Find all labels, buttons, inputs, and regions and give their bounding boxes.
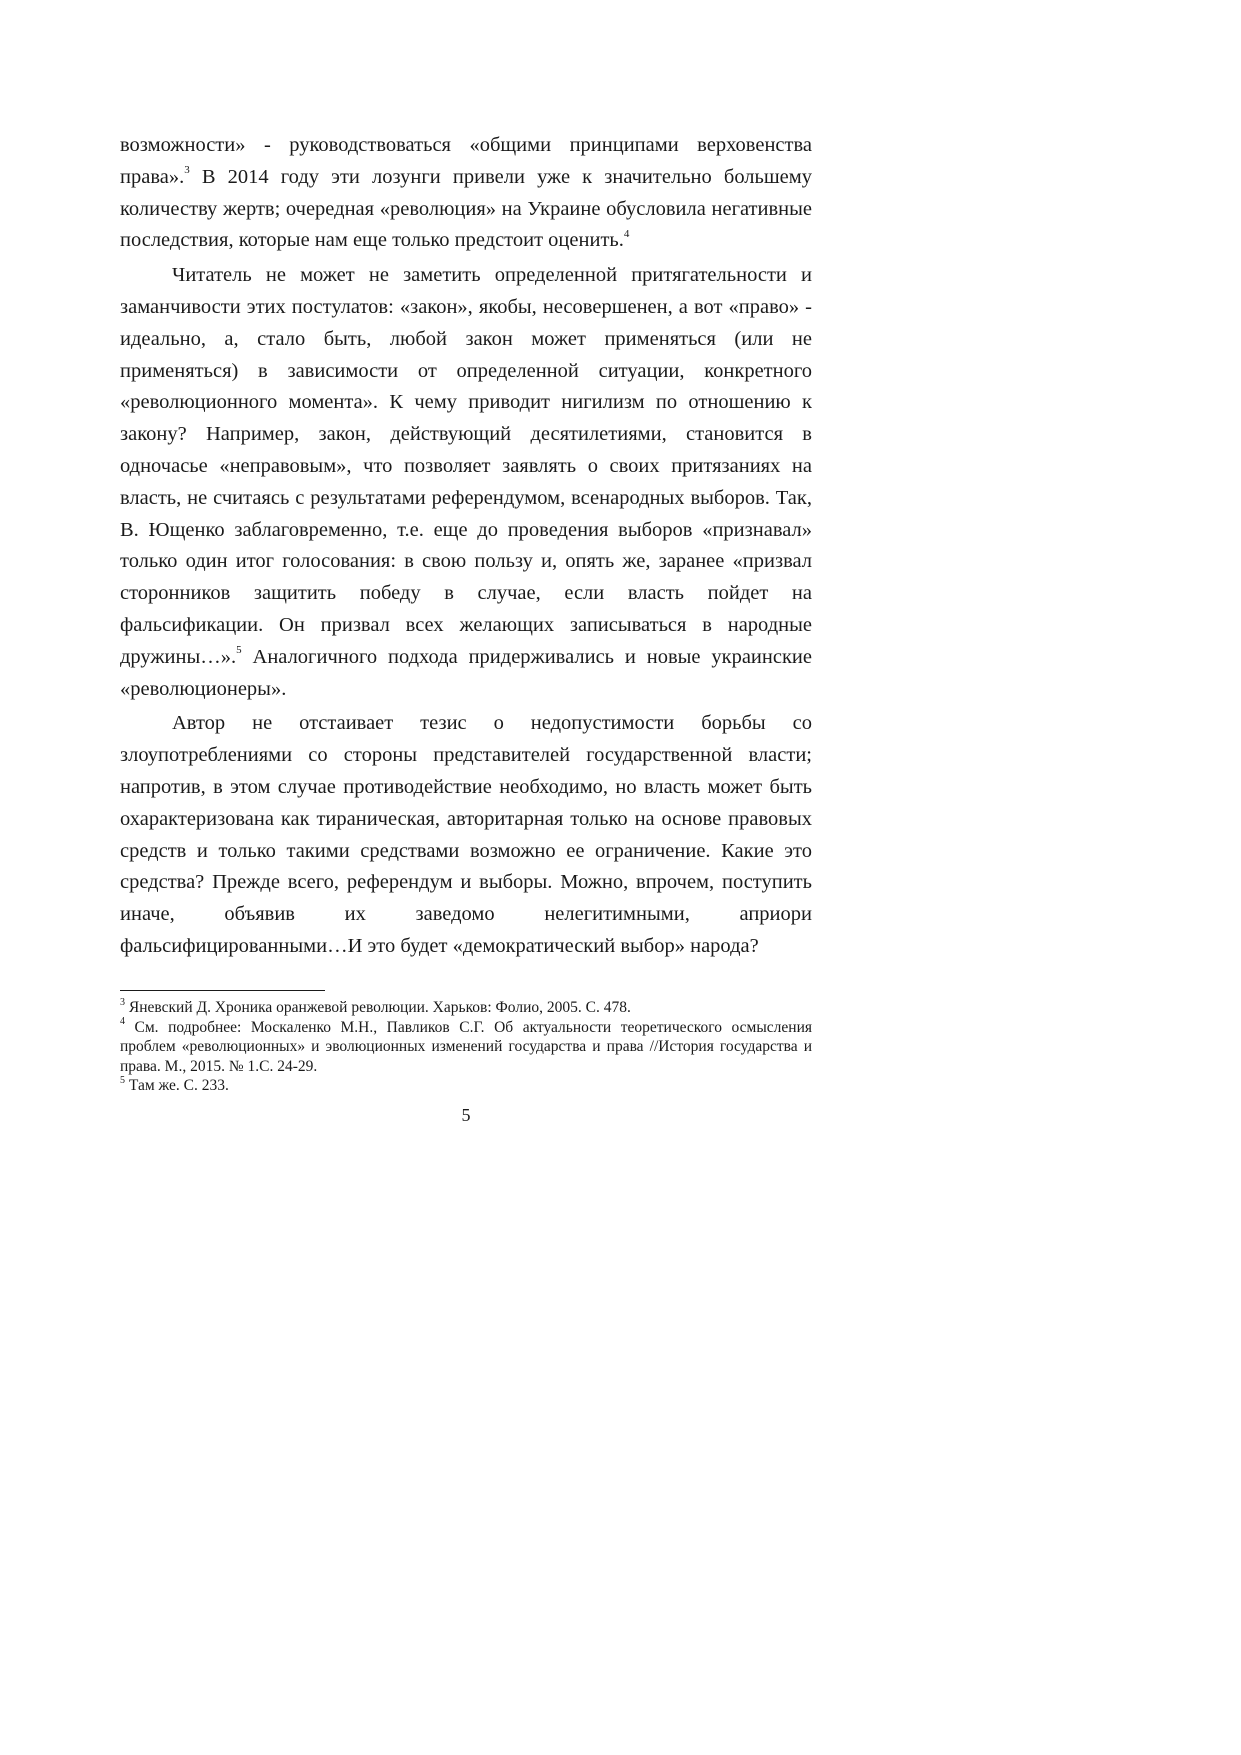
footnote-separator — [120, 990, 325, 991]
main-text — [120, 130, 812, 966]
paragraph-3 — [120, 708, 812, 962]
footnote-number: 4 — [120, 1016, 125, 1028]
paragraph-1-text-a: возможности» - руководствоваться «общими принципами верховенства права». — [120, 134, 812, 188]
footnote-text: Там же. С. 233. — [125, 1077, 229, 1094]
footnote-number: 5 — [120, 1074, 125, 1086]
footnote-ref-5[interactable]: 5 — [236, 643, 242, 656]
paragraph-2-text-b: Аналогичного подхода придерживались и новые украинские «революционеры». — [120, 645, 812, 700]
footnote-ref-3[interactable]: 3 — [184, 163, 190, 176]
footnote-3 — [120, 998, 812, 1018]
paragraph-1-text-b: В 2014 году эти лозунги привели уже к значительно большему количеству жертв; очередная «революция» на Украине обусловила негативные последствия, которые нам еще только предстоит оценить. — [120, 165, 812, 252]
footnote-number: 3 — [120, 996, 125, 1008]
footnote-5 — [120, 1076, 812, 1096]
paragraph-2-text-a: Читатель не может не заметить определенной притягательности и заманчивости этих постулатов: «закон», якобы, несовершенен, а вот «право» - идеально, а, стало быть, любой закон может применяться (или не применяться) в зависимости от определенной ситуации, конкретного «революционного момента». К чему приводит нигилизм по отношению к закону? Например, закон, действующий десятилетиями, становится в одночасье «неправовым», что позволяет заявлять о своих притязаниях на власть, не считаясь с результатами референдумом, всенародных выборов. Так, В. Ющенко заблаговременно, т.е. еще до проведения выборов «признавал» только один итог голосования: в свою пользу и, опять же, заранее «призвал сторонников защитить победу в случае, если власть пойдет на фальсификации. Он призвал всех желающих записываться в народные дружины…». — [120, 264, 812, 668]
paragraph-2 — [120, 260, 812, 705]
page-number: 5 — [461, 1105, 471, 1125]
footnotes — [120, 998, 812, 1096]
paragraph-3-text: Автор не отстаивает тезис о недопустимости борьбы со злоупотреблениями со стороны представителей государственной власти; напротив, в этом случае противодействие необходимо, но власть может быть охарактеризована как тираническая, авторитарная только на основе правовых средств и только такими средствами возможно ее ограничение. Какие это средства? Прежде всего, референдум и выборы. Можно, впрочем, поступить иначе, объявив их заведомо нелегитимными, априори фальсифицированными…И это будет «демократический выбор» народа? — [120, 712, 812, 957]
footnote-ref-4[interactable]: 4 — [623, 227, 630, 240]
footnote-text: Яневский Д. Хроника оранжевой революции. Харьков: Фолио, 2005. С. 478. — [125, 999, 631, 1016]
paragraph-1 — [120, 130, 812, 257]
footnote-text: См. подробнее: Москаленко М.Н., Павликов С.Г. Об актуальности теоретического осмысления проблем «революционных» и эволюционных изменений государства и права //История государства и права. М., 2015. № 1.С. 24-29. — [120, 1018, 812, 1075]
footnote-4 — [120, 1018, 812, 1077]
